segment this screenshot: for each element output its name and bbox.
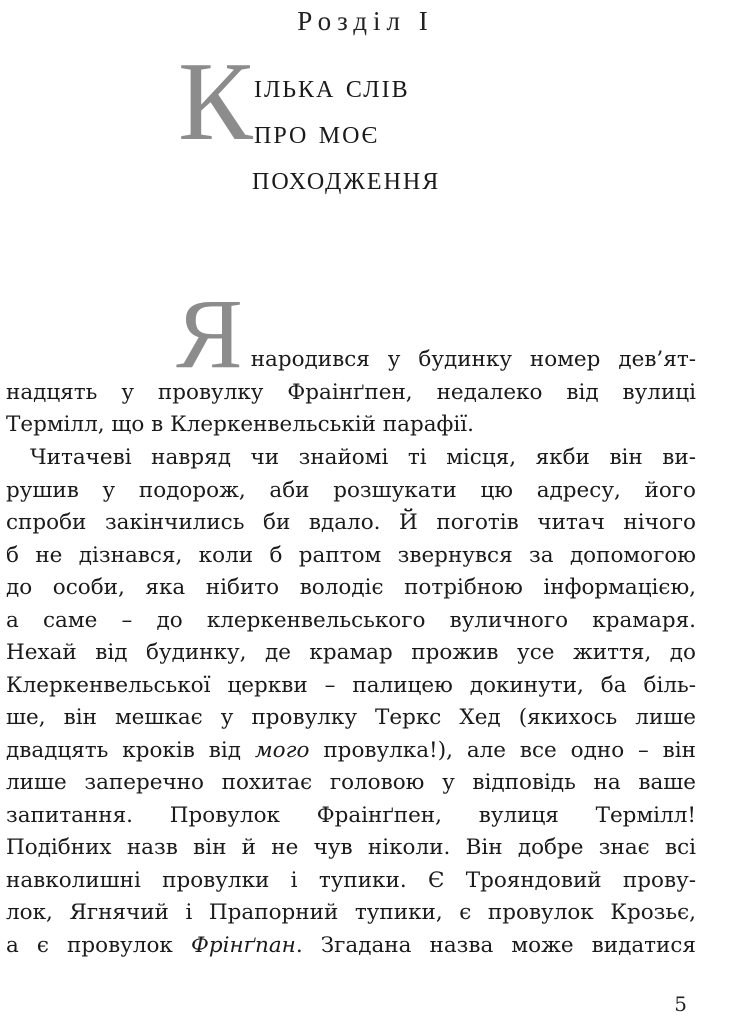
text-line: ше, він мешкає у провулку Теркс Хед (якихось лише: [6, 705, 696, 730]
text-line: Читачеві навряд чи знайомі ті місця, якби він ви-: [30, 445, 696, 470]
paragraph-1: [6, 278, 696, 442]
text-fragment: провулка!), але все одно – він: [309, 737, 696, 763]
text-line: Клеркенвельської церкви – палицею докинути, ба біль-: [6, 672, 696, 698]
text-line: народився у будинку номер дев’ят-: [250, 347, 696, 372]
title-line-2: про моє: [254, 114, 380, 151]
text-line: [6, 930, 696, 963]
text-fragment: двадцять кроків від: [6, 737, 255, 763]
chapter-label: Розділ І: [297, 6, 434, 36]
text-fragment: а є провулок: [6, 932, 191, 958]
italic-word: Фрінґпан: [190, 932, 296, 958]
text-line: лише заперечно похитає головою у відповідь на ваше: [6, 770, 696, 795]
paragraph-drop-cap: Я: [176, 278, 243, 389]
text-line: запитання. Провулок Фраінґпен, вулиця Термілл!: [6, 802, 696, 828]
text-line: Термілл, що в Клеркенвельській парафії.: [6, 412, 474, 437]
text-line: до особи, яка нібито володіє потрібною інформацією,: [6, 575, 696, 600]
text-line: навколишні провулки і тупики. Є Трояндовий прову-: [6, 867, 696, 893]
text-line: лок, Ягнячий і Прапорний тупики, є провулок Крозьє,: [6, 900, 696, 925]
page-number: 5: [674, 992, 687, 1016]
chapter-title: [178, 40, 598, 218]
title-line-3: походження: [252, 160, 441, 197]
italic-word: мого: [254, 737, 310, 763]
paragraph-2: [6, 442, 696, 962]
text-line: рушив у подорож, аби розшукати цю адресу, його: [6, 477, 696, 503]
text-line: Подібних назв він й не чув ніколи. Він добре знає всі: [6, 835, 696, 860]
text-line: а саме – до клеркенвельського вуличного крамаря.: [6, 607, 696, 633]
text-line: [6, 735, 696, 768]
text-line: б не дізнався, коли б раптом звернувся за допомогою: [6, 542, 696, 568]
title-drop-cap: К: [178, 40, 253, 164]
text-line: Нехай від будинку, де крамар прожив усе життя, до: [6, 640, 696, 665]
text-fragment: . Згадана назва може видатися: [295, 932, 696, 958]
title-line-1: ілька слів: [254, 68, 410, 105]
text-line: спроби закінчились би вдало. Й поготів читач нічого: [6, 510, 696, 535]
text-line: надцять у провулку Фраінґпен, недалеко від вулиці: [6, 379, 696, 405]
